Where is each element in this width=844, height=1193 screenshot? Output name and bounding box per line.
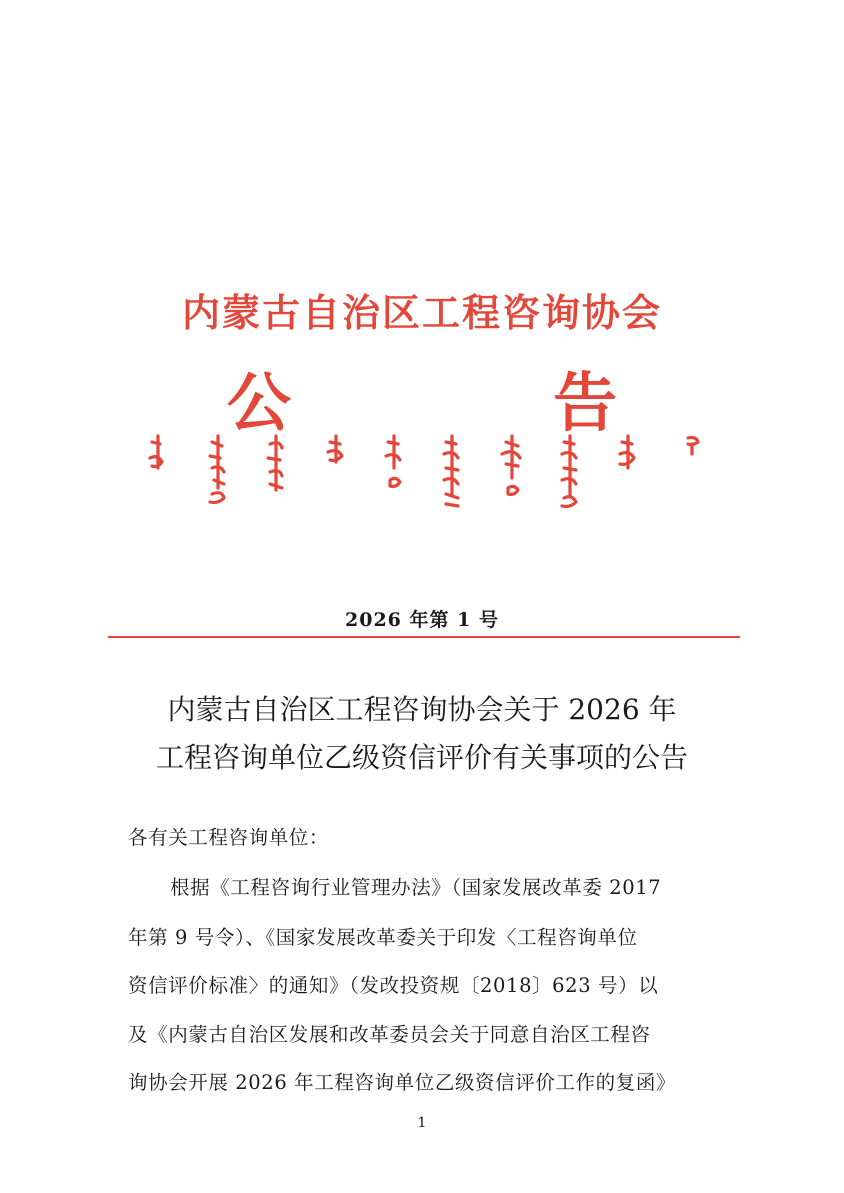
organization-title: 内蒙古自治区工程咨询协会 [181, 290, 662, 335]
body-line-1: 根据《工程咨询行业管理办法》（国家发展改革委 2017 [170, 876, 662, 899]
body-line-3: 资信评价标准〉的通知》（发改投资规〔2018〕623 号）以 [128, 974, 659, 997]
page-number: 1 [417, 1115, 427, 1131]
document-kind-title: 公 告 [226, 366, 738, 441]
document-title-line-2: 工程咨询单位乙级资信评价有关事项的公告 [155, 741, 688, 774]
body-line-2: 年第 9 号令）、《国家发展改革委关于印发〈工程咨询单位 [128, 926, 638, 949]
body-line-4: 及《内蒙古自治区发展和改革委员会关于同意自治区工程咨 [128, 1023, 651, 1046]
salutation: 各有关工程咨询单位： [128, 826, 330, 849]
mongolian-script-graphic [140, 428, 710, 538]
document-title-line-1: 内蒙古自治区工程咨询协会关于 2026 年 [167, 693, 677, 726]
mongolian-script-header [140, 428, 710, 538]
body-line-5: 询协会开展 2026 年工程咨询单位乙级资信评价工作的复函》 [128, 1071, 677, 1094]
document-number: 2026 年第 1 号 [345, 609, 499, 631]
red-header-divider [108, 636, 740, 638]
